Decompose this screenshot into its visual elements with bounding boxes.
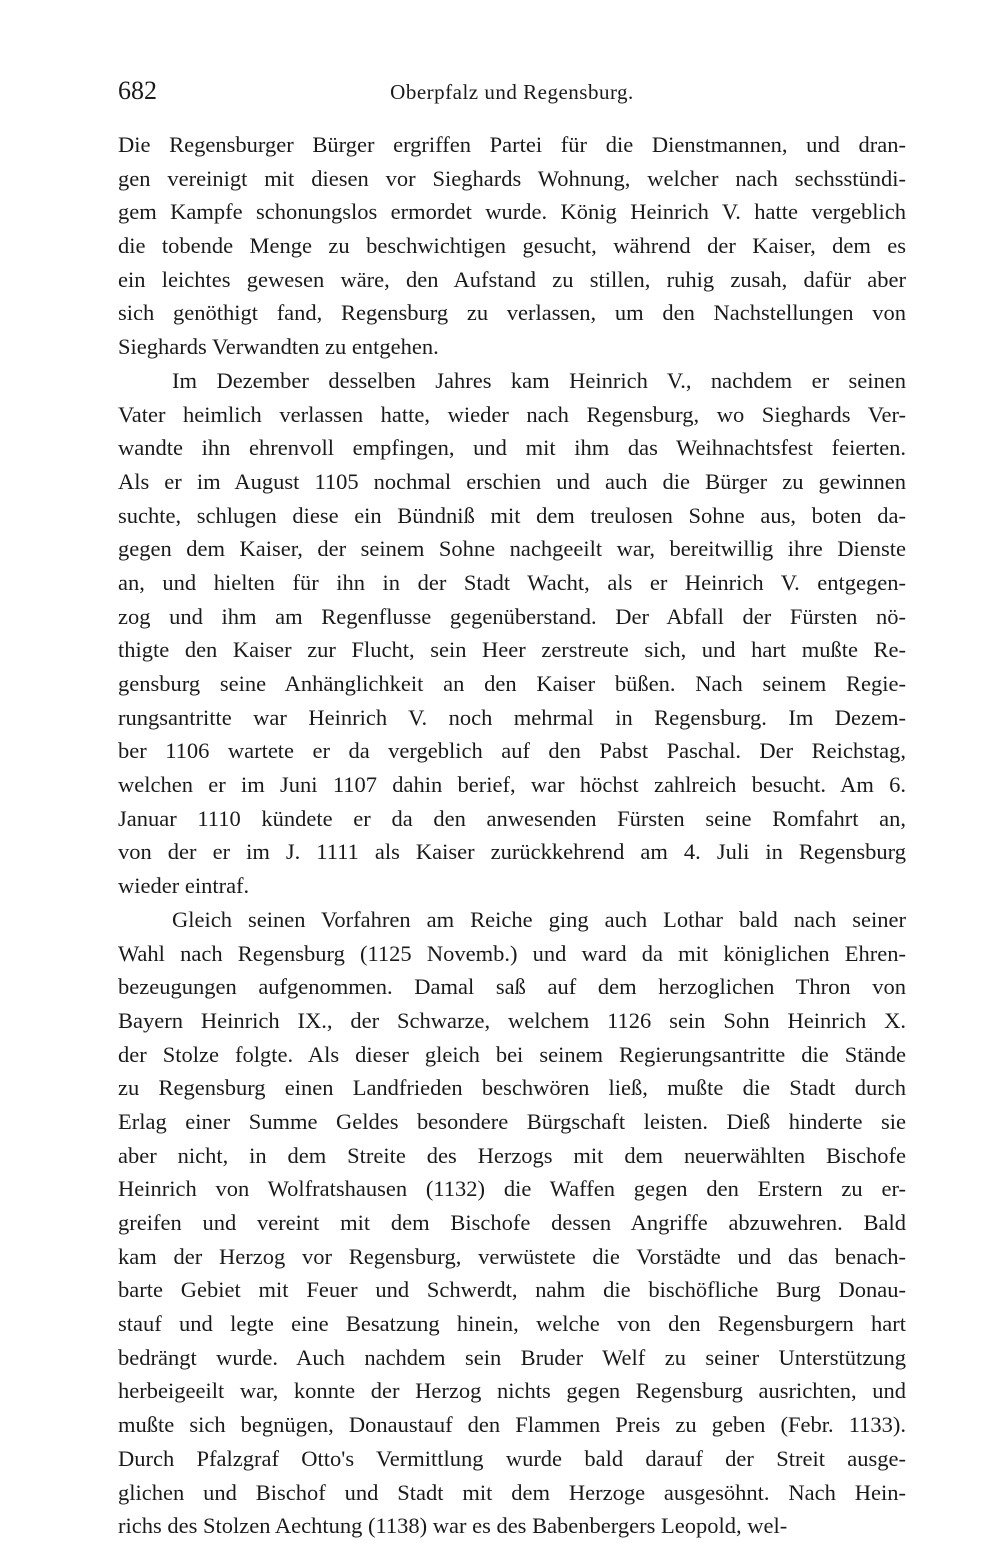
paragraph [118, 903, 906, 1543]
text-line: Die Regensburger Bürger ergriffen Partei für die Dienstmannen, und dran- [118, 132, 906, 157]
text-line: Gleich seinen Vorfahren am Reiche ging auch Lothar bald nach seiner [172, 906, 906, 932]
text-line: gem Kampfe schonungslos ermordet wurde. König Heinrich V. hatte vergeblich [118, 199, 906, 225]
text-line: glichen und Bischof und Stadt mit dem Herzoge ausgesöhnt. Nach Hein- [118, 1479, 906, 1505]
text-line: gegen dem Kaiser, der seinem Sohne nachgeeilt war, bereitwillig ihre Dienste [118, 536, 906, 562]
text-line: von der er im J. 1111 als Kaiser zurückkehrend am 4. Juli in Regensburg [118, 839, 906, 865]
text-line: Erlag einer Summe Geldes besondere Bürgschaft leisten. Dieß hinderte sie [118, 1108, 906, 1134]
text-line: bedrängt wurde. Auch nachdem sein Bruder Welf zu seiner Unterstützung [118, 1344, 906, 1370]
text-line: herbeigeeilt war, konnte der Herzog nichts gegen Regensburg ausrichten, und [118, 1378, 906, 1404]
text-line: Bayern Heinrich IX., der Schwarze, welchem 1126 sein Sohn Heinrich X. [118, 1007, 906, 1033]
paragraph [118, 128, 906, 364]
text-line: ein leichtes gewesen wäre, den Aufstand zu stillen, ruhig zusah, dafür aber [118, 266, 906, 292]
text-line: greifen und vereint mit dem Bischofe dessen Angriffe abzuwehren. Bald [118, 1210, 906, 1235]
text-line: der Stolze folgte. Als dieser gleich bei seinem Regierungsantritte die Stände [118, 1041, 906, 1067]
text-line: Im Dezember desselben Jahres kam Heinrich V., nachdem er seinen [172, 367, 906, 393]
text-line: die tobende Menge zu beschwichtigen gesucht, während der Kaiser, dem es [118, 233, 906, 259]
text-line: Wahl nach Regensburg (1125 Novemb.) und ward da mit königlichen Ehren- [118, 940, 906, 966]
text-line: gensburg seine Anhänglichkeit an den Kaiser büßen. Nach seinem Regie- [118, 671, 906, 696]
text-line: bezeugungen aufgenommen. Damal saß auf dem herzoglichen Thron von [118, 974, 906, 1000]
text-line: stauf und legte eine Besatzung hinein, welche von den Regensburgern hart [118, 1311, 906, 1337]
text-line: wandte ihn ehrenvoll empfingen, und mit ihm das Weihnachtsfest feierten. [118, 435, 906, 461]
page-header [118, 76, 906, 112]
running-title: Oberpfalz und Regensburg. [390, 80, 634, 104]
text-line: kam der Herzog vor Regensburg, verwüstete die Vorstädte und das benach- [118, 1243, 906, 1269]
text-line: Sieghards Verwandten zu entgehen. [118, 334, 439, 360]
body-text [118, 128, 906, 1543]
text-line: ber 1106 wartete er da vergeblich auf den Pabst Paschal. Der Reichstag, [118, 738, 906, 764]
text-line: aber nicht, in dem Streite des Herzogs mit dem neuerwählten Bischofe [118, 1142, 906, 1168]
text-line: Als er im August 1105 nochmal erschien und auch die Bürger zu gewinnen [118, 468, 906, 494]
text-line: thigte den Kaiser zur Flucht, sein Heer zerstreute sich, und hart mußte Re- [118, 637, 906, 663]
text-line: gen vereinigt mit diesen vor Sieghards Wohnung, welcher nach sechsstündi- [118, 165, 906, 191]
text-line: Heinrich von Wolfratshausen (1132) die Waffen gegen den Erstern zu er- [118, 1176, 906, 1202]
text-line: wieder eintraf. [118, 873, 250, 899]
text-line: sich genöthigt fand, Regensburg zu verlassen, um den Nachstellungen von [118, 300, 906, 326]
page-number: 682 [118, 76, 157, 105]
text-line: suchte, schlugen diese ein Bündniß mit dem treulosen Sohne aus, boten da- [118, 502, 906, 528]
text-line: mußte sich begnügen, Donaustauf den Flammen Preis zu geben (Febr. 1133). [118, 1412, 906, 1438]
text-line: welchen er im Juni 1107 dahin berief, war höchst zahlreich besucht. Am 6. [118, 772, 906, 798]
text-line: zu Regensburg einen Landfrieden beschwören ließ, mußte die Stadt durch [118, 1075, 906, 1101]
paragraph [118, 364, 906, 903]
text-line: an, und hielten für ihn in der Stadt Wacht, als er Heinrich V. entgegen- [118, 569, 906, 595]
text-line: Durch Pfalzgraf Otto's Vermittlung wurde bald darauf der Streit ausge- [118, 1445, 906, 1471]
text-line: Vater heimlich verlassen hatte, wieder nach Regensburg, wo Sieghards Ver- [118, 401, 906, 427]
text-line: zog und ihm am Regenflusse gegenüberstand. Der Abfall der Fürsten nö- [118, 603, 906, 629]
text-line: richs des Stolzen Aechtung (1138) war es des Babenbergers Leopold, wel- [118, 1513, 788, 1539]
text-line: barte Gebiet mit Feuer und Schwerdt, nahm die bischöfliche Burg Donau- [118, 1277, 906, 1303]
text-line: Januar 1110 kündete er da den anwesenden Fürsten seine Romfahrt an, [118, 805, 906, 831]
text-line: rungsantritte war Heinrich V. noch mehrmal in Regensburg. Im Dezem- [118, 704, 906, 730]
